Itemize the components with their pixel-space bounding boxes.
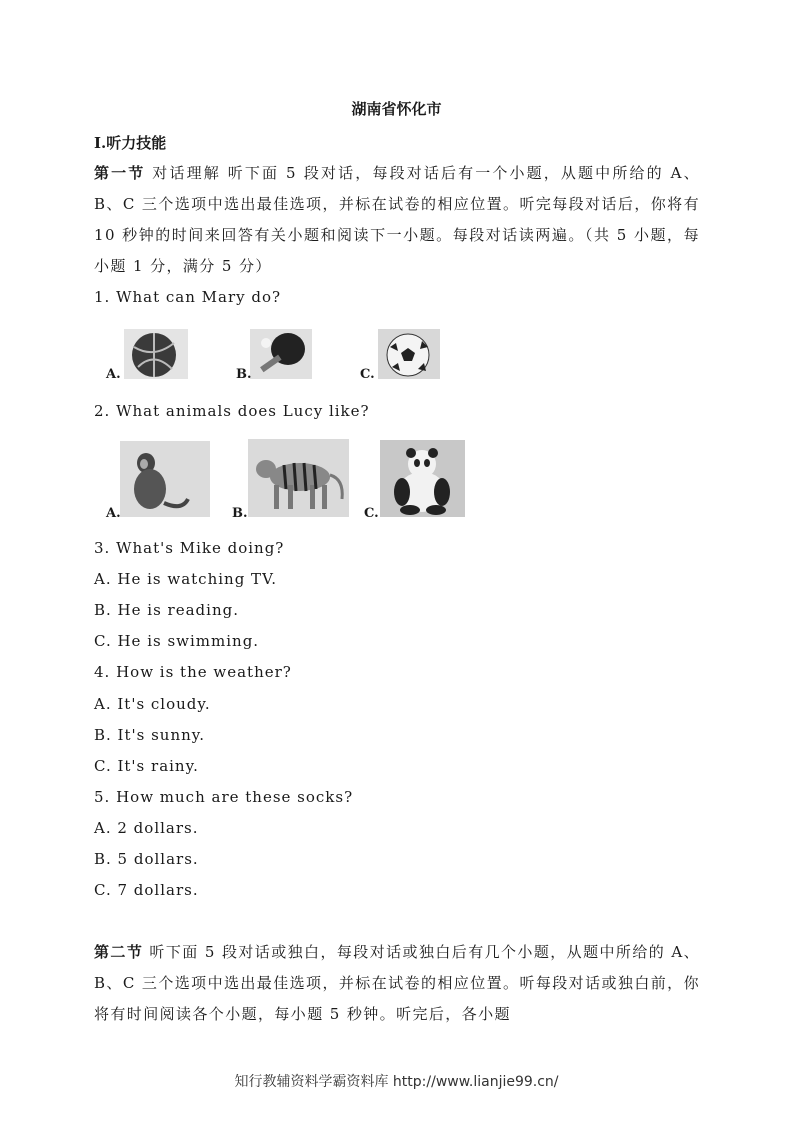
question-4-option-c: C. It's rainy. (94, 757, 199, 775)
question-5-option-b: B. 5 dollars. (94, 850, 199, 868)
part1-label: 第一节 (94, 164, 146, 182)
part2-label: 第二节 (94, 943, 144, 961)
monkey-icon (120, 441, 210, 517)
option-letter: B. (232, 506, 248, 521)
part2-text: 听下面 5 段对话或独白，每段对话或独白后有几个小题，从题中所给的 A、B、C 三个选项中选出最佳选项，并标在试卷的相应位置。听每段对话或独白前，你将有时间阅读各个小题，每小题 5 秒钟。听完后，各小题 (94, 943, 700, 1023)
question-5: 5. How much are these socks? (94, 788, 354, 806)
question-4-option-b: B. It's sunny. (94, 726, 206, 744)
option-letter: C. (364, 506, 379, 521)
page-footer: 知行教辅资料学霸资料库 http://www.lianjie99.cn/ (234, 1074, 559, 1090)
question-4: 4. How is the weather? (94, 663, 292, 681)
panda-icon (380, 440, 465, 517)
page-title: 湖南省怀化市 (351, 100, 442, 118)
option-letter: B. (236, 367, 252, 382)
question-3-option-c: C. He is swimming. (94, 632, 260, 650)
question-3: 3. What's Mike doing? (94, 539, 285, 557)
option-letter: A. (106, 367, 121, 382)
question-2: 2. What animals does Lucy like? (94, 402, 370, 420)
basketball-icon (124, 329, 188, 379)
section-heading: I.听力技能 (94, 134, 167, 152)
part1-text: 对话理解 听下面 5 段对话，每段对话后有一个小题，从题中所给的 A、B、C 三个选项中选出最佳选项，并标在试卷的相应位置。听完每段对话后，你将有 10 秒钟的时间来回答有关小题和阅读下一小题。每段对话读两遍。（共 5 小题，每小题 1 分，满分 5 分） (94, 164, 700, 275)
soccer-ball-icon (378, 329, 440, 379)
question-3-option-b: B. He is reading. (94, 601, 239, 619)
ping-pong-paddle-icon (250, 329, 312, 379)
question-5-option-a: A. 2 dollars. (94, 819, 199, 837)
question-4-option-a: A. It's cloudy. (94, 695, 211, 713)
option-letter: A. (106, 506, 121, 521)
question-5-option-c: C. 7 dollars. (94, 881, 199, 899)
part2-instructions (94, 937, 700, 1030)
option-letter: C. (360, 367, 375, 382)
tiger-icon (248, 439, 349, 517)
part1-instructions (94, 158, 700, 282)
question-1: 1. What can Mary do? (94, 288, 282, 306)
question-3-option-a: A. He is watching TV. (94, 570, 278, 588)
